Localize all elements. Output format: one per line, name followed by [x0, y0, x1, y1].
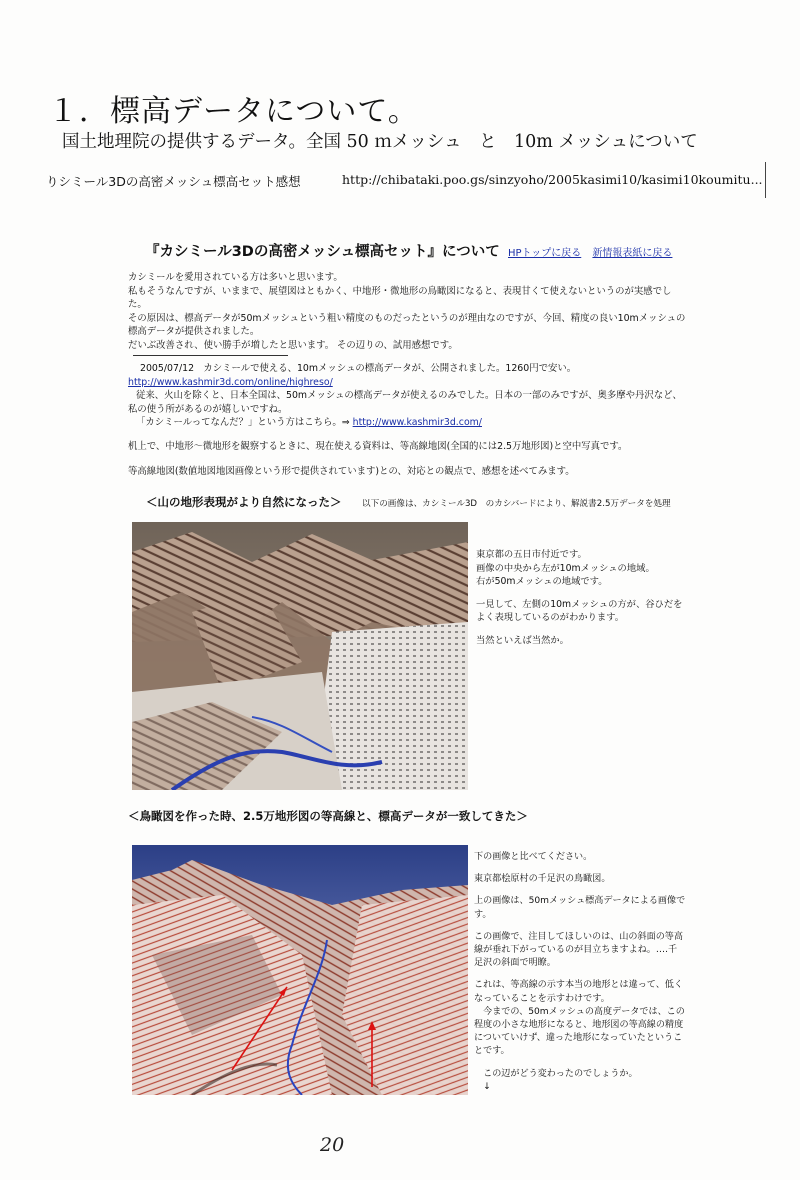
divider: [133, 355, 288, 356]
intro-line: その原因は、標高データが50mメッシュという粗い精度のものだったというのが理由なのですが、今回、精度の良い10mメッシュの標高データが提供されました。: [128, 312, 686, 337]
caption-line: この辺がどう変わったのでしょうか。: [474, 1068, 638, 1079]
desk-paragraph: 机上で、中地形～微地形を観察するときに、現在使える資料は、等高線地図(全国的には2.5万地形図)と空中写真です。: [128, 441, 628, 452]
caption-line: 今までの、50mメッシュの高度データでは、この程度の小さな地形になると、地形図の等高線の精度についていけず、違った地形になっていたということです。: [474, 1006, 685, 1057]
article-title: 『カシミール3Dの高密メッシュ標高セット』について: [145, 244, 500, 260]
intro-line: カシミールを愛用されている方は多いと思います。: [128, 272, 343, 283]
highreso-link[interactable]: http://www.kashmir3d.com/online/highreso/: [128, 376, 333, 388]
terrain-birdseye-image-2: [132, 845, 468, 1095]
contour-paragraph: 等高線地図(数値地図地図画像という形で提供されています)との、対応との観点で、感想を述べてみます。: [128, 466, 575, 477]
caption-line: 上の画像は、50mメッシュ標高データによる画像です。: [474, 896, 686, 920]
intro-line: 私もそうなんですが、いままで、展望図はともかく、中地形・微地形の鳥瞰図になると、表現甘くて使えないというのが実感でした。: [128, 285, 672, 310]
page-number: 20: [320, 1134, 345, 1156]
caption-line: これは、等高線の示す本当の地形とは違って、低くなっていることを示すわけです。: [474, 980, 683, 1004]
print-header-url: http://chibataki.poo.gs/sinzyoho/2005kasimi10/kasimi10koumitu...: [342, 172, 763, 187]
page-edge-line: [765, 162, 766, 198]
section1-heading: ＜山の地形表現がより自然になった＞: [146, 495, 342, 509]
kashmir-link[interactable]: http://www.kashmir3d.com/: [352, 417, 482, 428]
caption-line: ↓: [474, 1081, 491, 1092]
section2-heading: ＜鳥瞰図を作った時、2.5万地形図の等高線と、標高データが一致してきた＞: [128, 809, 528, 823]
news-body: 従来、火山を除くと、日本全国は、50mメッシュの標高データが使えるのみでした。日本の一部のみですが、奥多摩や丹沢など、私の使う所があるのが嬉しいですね。: [128, 390, 682, 415]
news-block: [128, 362, 688, 430]
news-date-line: 2005/07/12 カシミールで使える、10mメッシュの標高データが、公開されました。1260円で安い。: [140, 363, 577, 374]
caption-line: 東京都の五日市付近です。: [476, 549, 587, 560]
caption-line: 当然といえば当然か。: [476, 634, 569, 646]
intro-paragraph: [128, 271, 688, 352]
page-title: １．標高データについて。: [48, 94, 419, 129]
caption-line: 下の画像と比べてください。: [474, 852, 593, 862]
caption-line: 画像の中央から左が10mメッシュの地域。: [476, 562, 655, 574]
image2-caption: [474, 851, 686, 1094]
caption-line: 一見して、左側の10mメッシュの方が、谷ひだをよく表現しているのがわかります。: [476, 598, 683, 623]
print-header-title: りシミール3Dの高密メッシュ標高セット感想: [46, 174, 301, 189]
caption-line: 右が50mメッシュの地域です。: [476, 576, 608, 587]
intro-line: だいぶ改善され、使い勝手が増したと思います。 その辺りの、試用感想です。: [128, 339, 458, 351]
section1-note: 以下の画像は、カシミール3D のカシバードにより、解説書2.5万データを処理: [362, 499, 671, 509]
caption-line: 東京都桧原村の千足沢の鳥瞰図。: [474, 874, 611, 885]
page-subtitle: 国土地理院の提供するデータ。全国 50 ｍメッシュ と 10m メッシュについて: [62, 132, 698, 152]
kashmir-question: 「カシミールってなんだ？」という方はこちら。⇒: [136, 417, 350, 428]
image1-caption: [476, 548, 686, 647]
nav-links: [508, 244, 680, 259]
nav-link-news-cover[interactable]: 新情報表紙に戻る: [592, 248, 673, 259]
caption-line: この画像で、注目してほしいのは、山の斜面の等高線が垂れ下がっているのが目立ちますよね。‥‥千足沢の斜面で明瞭。: [474, 931, 683, 969]
nav-link-hp-top[interactable]: HPトップに戻る: [508, 248, 582, 259]
terrain-birdseye-image-1: [132, 522, 468, 790]
